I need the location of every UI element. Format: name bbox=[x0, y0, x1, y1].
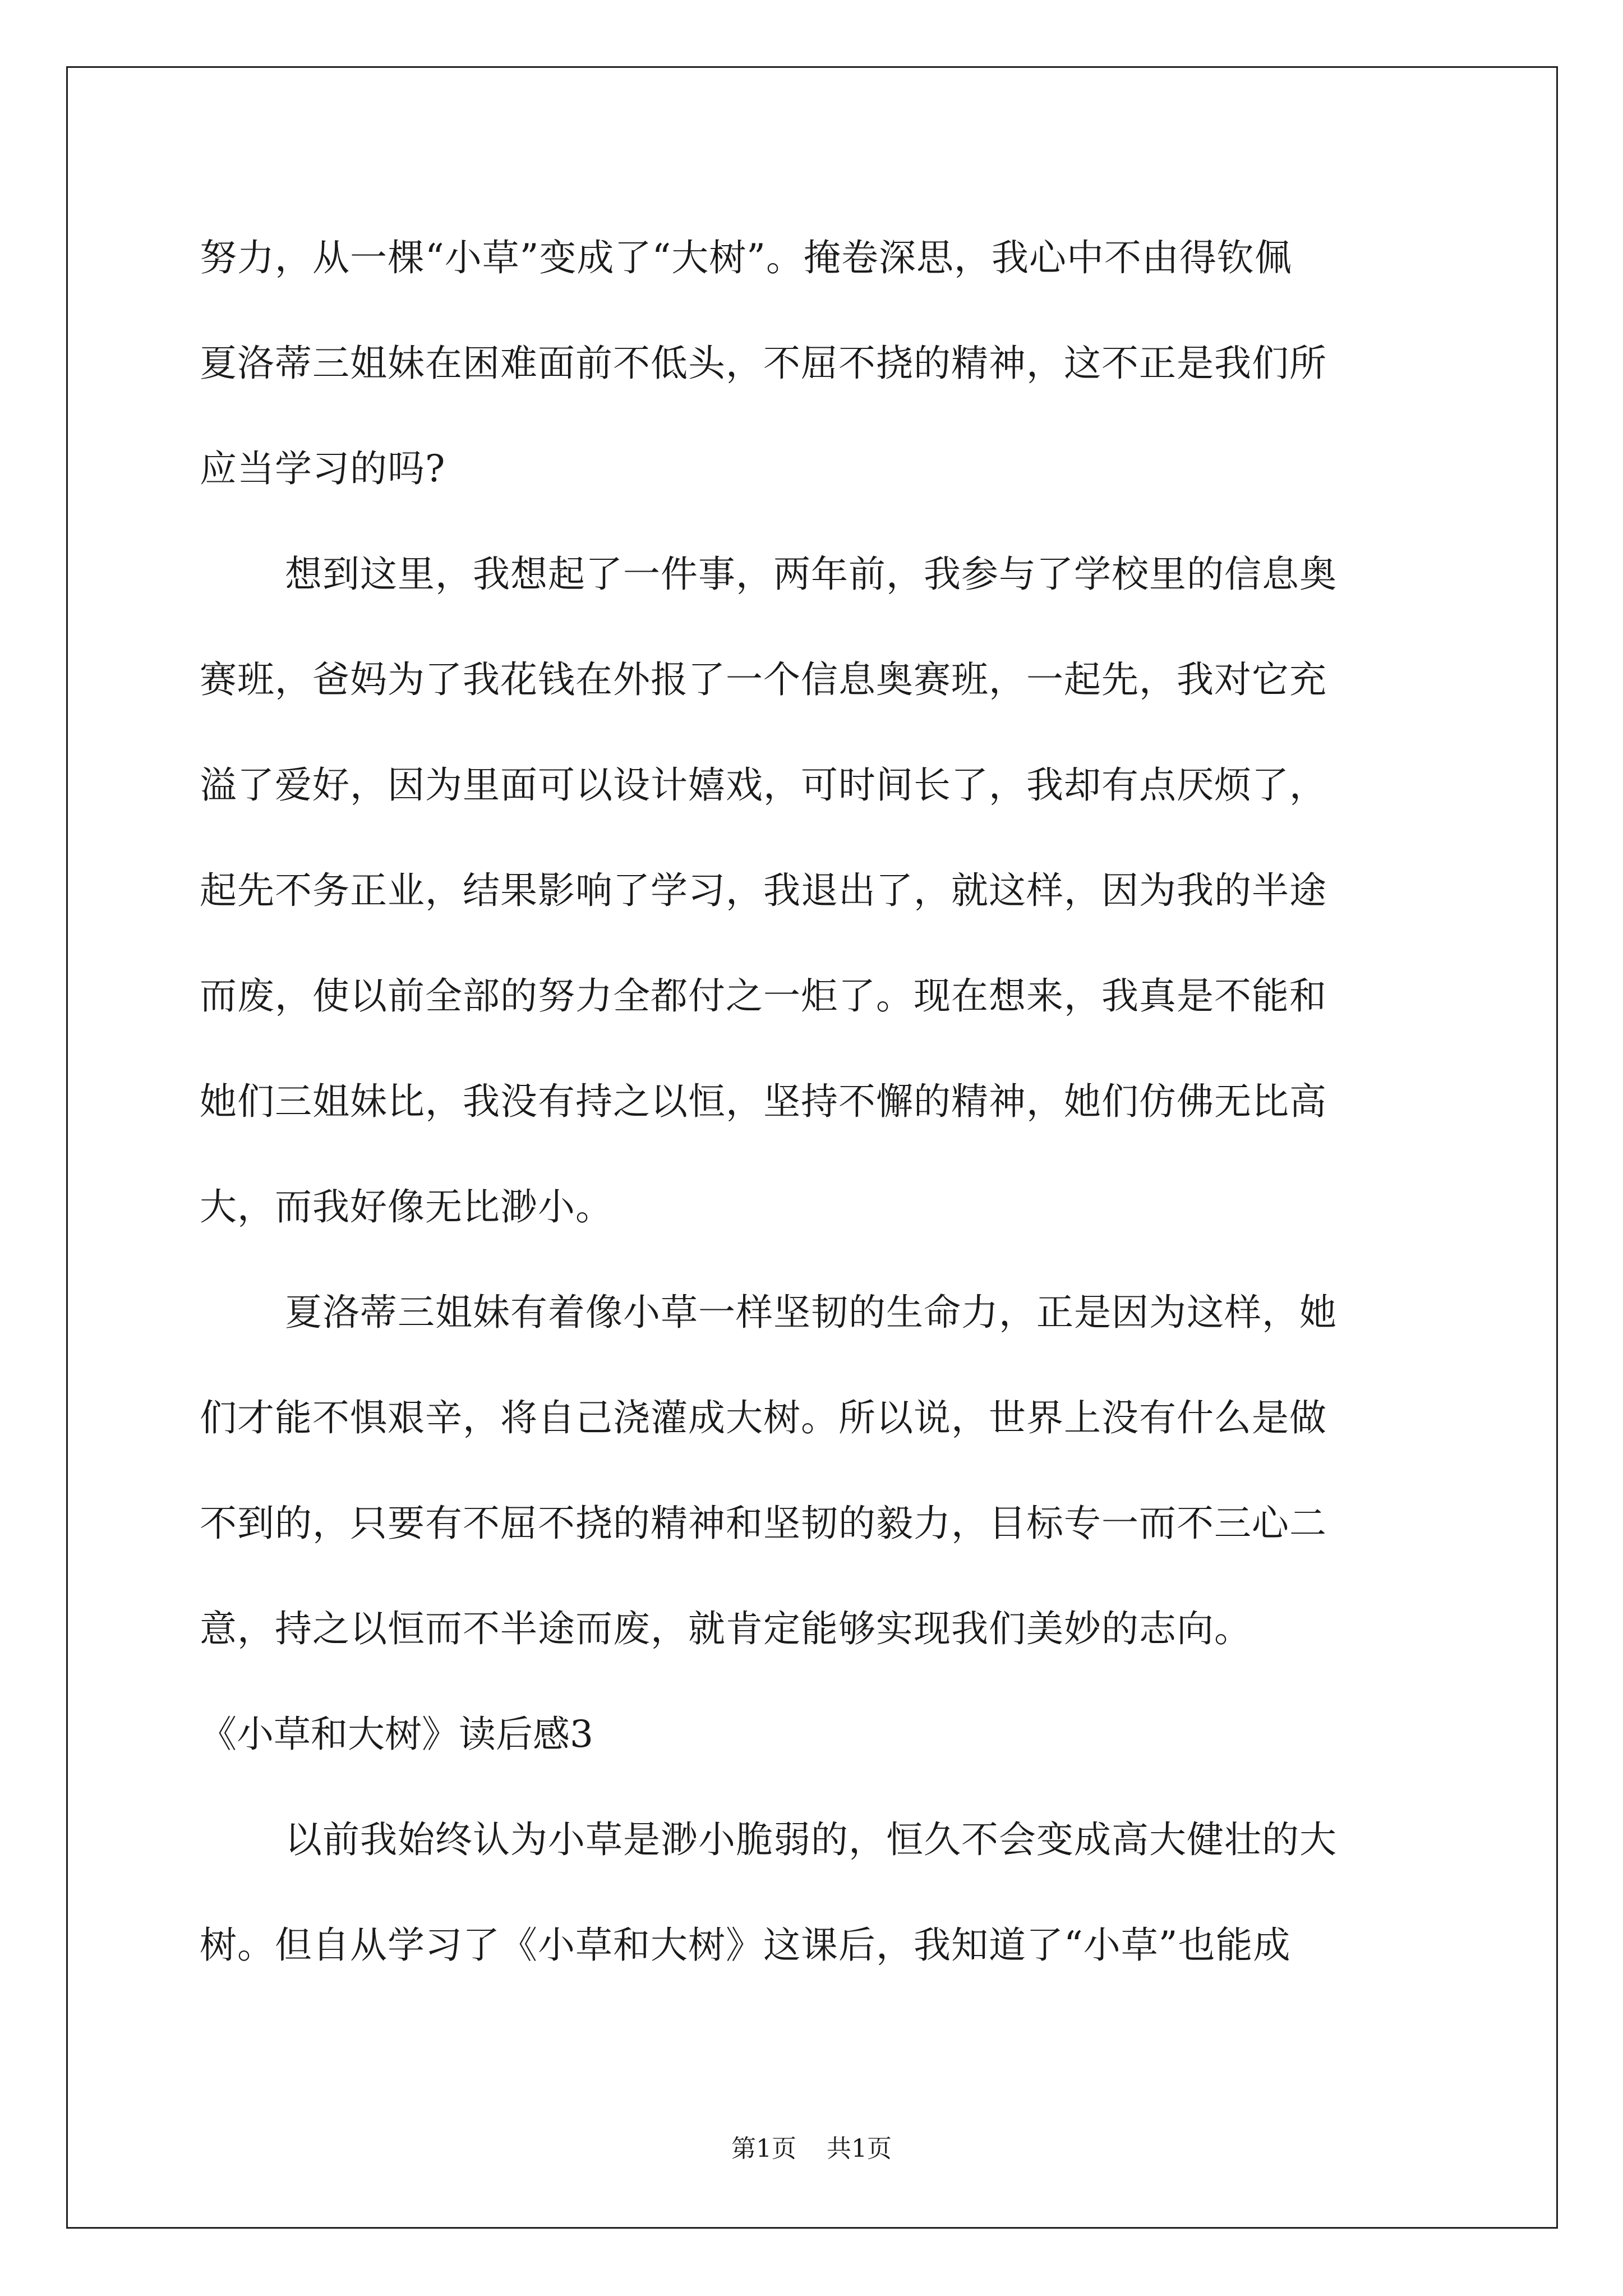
page-footer bbox=[0, 2133, 1623, 2165]
paragraph-start-line: 想到这里，我想起了一件事，两年前，我参与了学校里的信息奥 bbox=[285, 553, 1337, 596]
text-line: 树。但自从学习了《小草和大树》这课后，我知道了“小草”也能成 bbox=[200, 1924, 1291, 1967]
page-number: 第1页 bbox=[731, 2134, 796, 2163]
text-line: 不到的，只要有不屈不挠的精神和坚韧的毅力，目标专一而不三心二 bbox=[200, 1502, 1327, 1545]
text-line: 夏洛蒂三姐妹在困难面前不低头，不屈不挠的精神，这不正是我们所 bbox=[200, 342, 1327, 385]
text-line: 溢了爱好，因为里面可以设计嬉戏，可时间长了，我却有点厌烦了， bbox=[200, 763, 1327, 807]
text-line: 赛班，爸妈为了我花钱在外报了一个信息奥赛班，一起先，我对它充 bbox=[200, 658, 1327, 701]
text-line: 们才能不惧艰辛，将自己浇灌成大树。所以说，世界上没有什么是做 bbox=[200, 1396, 1327, 1439]
paragraph-start-line: 以前我始终认为小草是渺小脆弱的，恒久不会变成高大健壮的大 bbox=[285, 1818, 1337, 1861]
text-line: 应当学习的吗? bbox=[200, 447, 446, 490]
paragraph-start-line: 夏洛蒂三姐妹有着像小草一样坚韧的生命力，正是因为这样，她 bbox=[285, 1291, 1337, 1334]
text-line: 努力，从一棵“小草”变成了“大树”。掩卷深思，我心中不由得钦佩 bbox=[200, 236, 1292, 279]
page-total: 共1页 bbox=[827, 2134, 892, 2163]
text-line: 大，而我好像无比渺小。 bbox=[200, 1185, 613, 1228]
text-line: 她们三姐妹比，我没有持之以恒，坚持不懈的精神，她们仿佛无比高 bbox=[200, 1080, 1327, 1123]
text-line: 而废，使以前全部的努力全都付之一炬了。现在想来，我真是不能和 bbox=[200, 974, 1327, 1018]
text-line: 起先不务正业，结果影响了学习，我退出了，就这样，因为我的半途 bbox=[200, 869, 1327, 912]
text-line: 意，持之以恒而不半途而废，就肯定能够实现我们美妙的志向。 bbox=[200, 1607, 1252, 1650]
document-body bbox=[200, 205, 1433, 1998]
section-heading: 《小草和大树》读后感3 bbox=[200, 1713, 593, 1756]
